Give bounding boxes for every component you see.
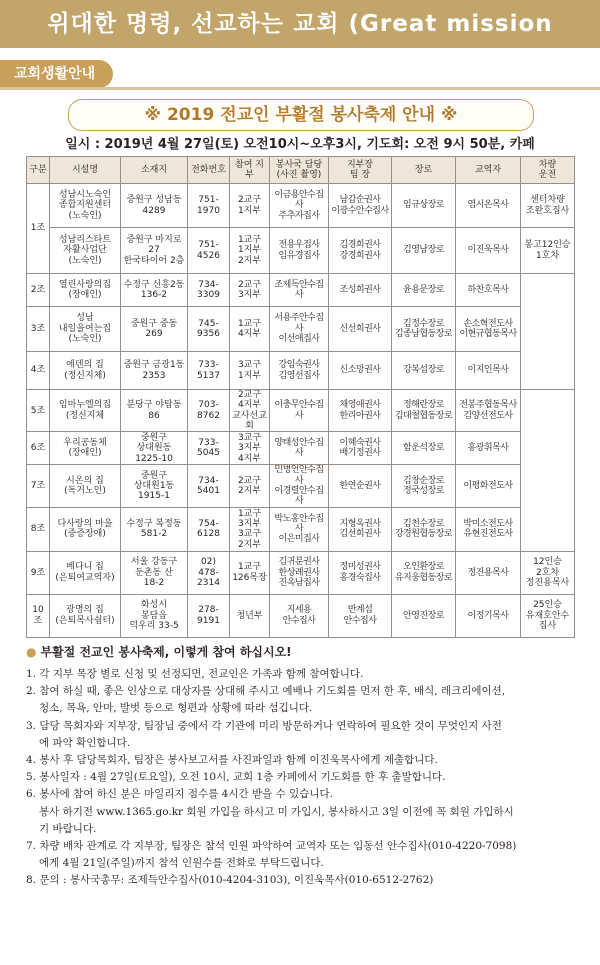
instruction-item: 4. 봉사 후 담당목회자, 팀장은 봉사보고서를 사진파일과 함께 이진욱목사에게 제출합니다. bbox=[26, 754, 438, 767]
staff-cell: 민병언안수집사 이경렬안수집사 bbox=[270, 465, 329, 507]
phone-cell: 703-8762 bbox=[188, 390, 230, 432]
group-cell: 2조 bbox=[27, 274, 50, 307]
leader-cell: 한연순권사 bbox=[329, 465, 392, 507]
table-row bbox=[27, 274, 575, 307]
driver-cell: 센터차량 조완호집사 bbox=[521, 184, 575, 228]
column-header: 전화번호 bbox=[188, 157, 230, 184]
staff-cell: 이금용안수집사 주추자집사 bbox=[270, 184, 329, 228]
group-cell: 9조 bbox=[27, 551, 50, 594]
staff-cell: 조제득안수집사 bbox=[270, 274, 329, 307]
table-row bbox=[27, 228, 575, 274]
group-cell: 8조 bbox=[27, 507, 50, 551]
address-cell: 수정구 신흥2동 136-2 bbox=[121, 274, 188, 307]
column-header: 차량 운전 bbox=[521, 157, 575, 184]
leader-cell: 채영애권사 한리아권사 bbox=[329, 390, 392, 432]
elder-cell: 함운석장로 bbox=[392, 432, 456, 465]
facility-cell: 임마누엘의집 (정신지체 bbox=[50, 390, 121, 432]
phone-cell: 734-3309 bbox=[188, 274, 230, 307]
minister-cell: 전봉주협동목사 김양선전도사 bbox=[456, 390, 521, 432]
staff-cell: 양태성안수집사 bbox=[270, 432, 329, 465]
table-row bbox=[27, 432, 575, 465]
branch-cell: 1교구 126목장 bbox=[230, 551, 270, 594]
staff-cell: 서용주안수집사 이선애집사 bbox=[270, 307, 329, 352]
address-cell: 분당구 야탑동 86 bbox=[121, 390, 188, 432]
branch-cell: 2교구 3지부 bbox=[230, 274, 270, 307]
address-cell: 중원구 마지로 27 한국타이어 2층 bbox=[121, 228, 188, 274]
driver-cell: 25인승 유재호안수 집사 bbox=[521, 594, 575, 637]
driver-cell bbox=[521, 390, 575, 552]
facility-cell: 에덴의 집 (정신지체) bbox=[50, 352, 121, 390]
address-cell: 수정구 복정동 581-2 bbox=[121, 507, 188, 551]
instruction-item: 5. 봉사일자 : 4월 27일(토요일), 오전 10시, 교회 1층 카페에서 기도회를 한 후 출발합니다. bbox=[26, 771, 446, 784]
elder-cell: 김영남장로 bbox=[392, 228, 456, 274]
branch-cell: 2교구 1지부 bbox=[230, 184, 270, 228]
staff-cell: 강임숙권사 김영선집사 bbox=[270, 352, 329, 390]
instruction-item: 6. 봉사에 참여 하신 분은 마일리지 점수를 4시간 받을 수 있습니다. bbox=[26, 788, 333, 801]
table-row bbox=[27, 465, 575, 507]
leader-cell: 김경희권사 강경희권사 bbox=[329, 228, 392, 274]
phone-cell: 278-9191 bbox=[188, 594, 230, 637]
instructions-heading: 부활절 전교인 봉사축제, 이렇게 참여 하십시오! bbox=[40, 645, 292, 659]
staff-cell: 지세용 안수집사 bbox=[270, 594, 329, 637]
address-cell: 화성시 봉담읍 덕우리 33-5 bbox=[121, 594, 188, 637]
branch-cell: 1교구 4지부 bbox=[230, 307, 270, 352]
facility-cell: 시온의 집 (독거노인) bbox=[50, 465, 121, 507]
elder-cell: 김창순장로 정국성장로 bbox=[392, 465, 456, 507]
table-row bbox=[27, 594, 575, 637]
branch-cell: 2교구 4지부 교사선교회 bbox=[230, 390, 270, 432]
facility-cell: 열린사랑의집 (장애인) bbox=[50, 274, 121, 307]
instructions-list bbox=[26, 666, 582, 890]
instruction-item: 에게 4월 21일(주일)까지 참석 인원수를 전화로 부탁드립니다. bbox=[39, 857, 324, 870]
instruction-item: 7. 차량 배차 관계로 각 지부장, 팀장은 참석 인원 파악하여 교역자 또는 임동선 안수집사(010-4220-7098) bbox=[26, 840, 517, 853]
instructions bbox=[26, 644, 582, 890]
leader-cell: 반계섭 안수집사 bbox=[329, 594, 392, 637]
leader-cell: 정미성권사 홍경숙집사 bbox=[329, 551, 392, 594]
group-cell: 4조 bbox=[27, 352, 50, 390]
table-row bbox=[27, 307, 575, 352]
phone-cell: 754-6128 bbox=[188, 507, 230, 551]
group-cell: 10조 bbox=[27, 594, 50, 637]
elder-cell: 김정수장로 김종남협동장로 bbox=[392, 307, 456, 352]
leader-cell: 신소망권사 bbox=[329, 352, 392, 390]
banner-title: 위대한 명령, 선교하는 교회 (Great mission church) bbox=[47, 11, 553, 85]
phone-cell: 751-4526 bbox=[188, 228, 230, 274]
facility-cell: 성남리스타트 자활사업단 (노숙인) bbox=[50, 228, 121, 274]
bullet-icon: ● bbox=[26, 645, 37, 659]
table-row bbox=[27, 551, 575, 594]
leader-cell: 이혜숙권사 배기정권사 bbox=[329, 432, 392, 465]
facility-cell: 성남 내일을여는집 (노숙인) bbox=[50, 307, 121, 352]
elder-cell: 윤용문장로 bbox=[392, 274, 456, 307]
section-tag: 교회생활안내 bbox=[0, 60, 113, 88]
instruction-item: 봉사 하기전 www.1365.go.kr 회원 가입을 하시고 미 가입시, 봉사하시고 3일 이전에 꼭 회원 가입하시 bbox=[39, 805, 514, 818]
volunteer-table bbox=[26, 156, 575, 638]
minister-cell: 이지인목사 bbox=[456, 352, 521, 390]
leader-cell: 남갑순권사 이광수안수집사 bbox=[329, 184, 392, 228]
facility-cell: 다사랑의 마을 (중증장애) bbox=[50, 507, 121, 551]
section-divider bbox=[0, 87, 600, 90]
event-schedule: 일시 : 2019년 4월 27일(토) 오전10시~오후3시, 기도회: 오전 9시 50분, 카페 bbox=[65, 137, 535, 152]
minister-cell: 손소혁전도사 이현규협동목사 bbox=[456, 307, 521, 352]
group-cell: 7조 bbox=[27, 465, 50, 507]
branch-cell: 청년부 bbox=[230, 594, 270, 637]
column-header: 소재지 bbox=[121, 157, 188, 184]
elder-cell: 오인환장로 유지웅협동장로 bbox=[392, 551, 456, 594]
address-cell: 중원구 중동 269 bbox=[121, 307, 188, 352]
branch-cell: 1교구 1지부 2지부 bbox=[230, 228, 270, 274]
instruction-item: 3. 담당 목회자와 지부장, 팀장님 중에서 각 기관에 미리 방문하거나 연락하여 필요한 것이 무엇인지 사전 bbox=[26, 719, 502, 732]
elder-cell: 강복섭장로 bbox=[392, 352, 456, 390]
column-header: 지부장 팀 장 bbox=[329, 157, 392, 184]
table-header-row bbox=[27, 157, 575, 184]
column-header: 봉사국 담당 (사진 촬영) bbox=[270, 157, 329, 184]
phone-cell: 733-5045 bbox=[188, 432, 230, 465]
group-cell: 3조 bbox=[27, 307, 50, 352]
minister-cell: 이정기목사 bbox=[456, 594, 521, 637]
instruction-item: 기 바랍니다. bbox=[39, 822, 97, 835]
column-header: 교역자 bbox=[456, 157, 521, 184]
branch-cell: 3교구 1지부 bbox=[230, 352, 270, 390]
phone-cell: 734-5401 bbox=[188, 465, 230, 507]
event-title: ※ 2019 전교인 부활절 봉사축제 안내 ※ bbox=[68, 99, 534, 131]
minister-cell: 홍광휘목사 bbox=[456, 432, 521, 465]
elder-cell: 정해란장로 김대철협동장로 bbox=[392, 390, 456, 432]
group-cell: 6조 bbox=[27, 432, 50, 465]
table-row bbox=[27, 184, 575, 228]
elder-cell: 임규상장로 bbox=[392, 184, 456, 228]
minister-cell: 정진용목사 bbox=[456, 551, 521, 594]
elder-cell: 안영진장로 bbox=[392, 594, 456, 637]
driver-cell: 12인승 2호차 정진용목사 bbox=[521, 551, 575, 594]
address-cell: 중원구 성남동 4289 bbox=[121, 184, 188, 228]
branch-cell: 1교구 3지부 3교구 2지부 bbox=[230, 507, 270, 551]
column-header: 장로 bbox=[392, 157, 456, 184]
staff-cell: 이충무안수집사 bbox=[270, 390, 329, 432]
facility-cell: 성남시노숙인 종합지원센터 (노숙인) bbox=[50, 184, 121, 228]
branch-cell: 3교구 3지부 4지부 bbox=[230, 432, 270, 465]
facility-cell: 우리공동체 (장애인) bbox=[50, 432, 121, 465]
group-cell: 5조 bbox=[27, 390, 50, 432]
table-row bbox=[27, 352, 575, 390]
phone-cell: 745-9356 bbox=[188, 307, 230, 352]
elder-cell: 김천수장로 강경원협동장로 bbox=[392, 507, 456, 551]
leader-cell: 지형옥권사 김선희권사 bbox=[329, 507, 392, 551]
phone-cell: 02) 478-2314 bbox=[188, 551, 230, 594]
instruction-item: 2. 참여 하실 때, 좋은 인상으로 대상자를 상대해 주시고 예배나 기도회를 먼저 한 후, 배식, 레크리에이션, bbox=[26, 685, 506, 698]
address-cell: 중원구 상대원1동 1915-1 bbox=[121, 465, 188, 507]
instruction-item: 에 파악 확인합니다. bbox=[39, 736, 131, 749]
staff-cell: 김귀분권사 한상례권사 진옥남집사 bbox=[270, 551, 329, 594]
leader-cell: 조성희권사 bbox=[329, 274, 392, 307]
minister-cell: 하찬호목사 bbox=[456, 274, 521, 307]
staff-cell: 박노홍안수집사 이은미집사 bbox=[270, 507, 329, 551]
address-cell: 서울 강동구 둔촌동 산 18-2 bbox=[121, 551, 188, 594]
instruction-item: 1. 각 지부 목장 별로 신청 및 선정되면, 전교인은 가족과 함께 참여합니다. bbox=[26, 668, 364, 680]
leader-cell: 신선희권사 bbox=[329, 307, 392, 352]
driver-cell bbox=[521, 274, 575, 390]
minister-cell: 염시온목사 bbox=[456, 184, 521, 228]
staff-cell: 전용우집사 임유경집사 bbox=[270, 228, 329, 274]
address-cell: 중원구 상대원동 1225-10 bbox=[121, 432, 188, 465]
minister-cell: 이평화전도사 bbox=[456, 465, 521, 507]
facility-cell: 베다니 집 (은퇴여교역자) bbox=[50, 551, 121, 594]
group-cell: 1조 bbox=[27, 184, 50, 274]
driver-cell: 봉고12인승 1호차 bbox=[521, 228, 575, 274]
phone-cell: 733-5137 bbox=[188, 352, 230, 390]
minister-cell: 이진욱목사 bbox=[456, 228, 521, 274]
address-cell: 중원구 금광1동 2353 bbox=[121, 352, 188, 390]
instruction-item: 8. 문의 : 봉사국총무: 조제득안수집사(010-4204-3103), 이진욱목사(010-6512-2762) bbox=[26, 874, 434, 887]
phone-cell: 751-1970 bbox=[188, 184, 230, 228]
column-header: 참여 지부 bbox=[230, 157, 270, 184]
column-header: 시설명 bbox=[50, 157, 121, 184]
facility-cell: 광명의 집 (은퇴목사쉼터) bbox=[50, 594, 121, 637]
table-row bbox=[27, 390, 575, 432]
minister-cell: 박미소전도사 유현진전도사 bbox=[456, 507, 521, 551]
branch-cell: 2교구 2지부 bbox=[230, 465, 270, 507]
column-header: 구분 bbox=[27, 157, 50, 184]
instruction-item: 청소, 목욕, 안마, 발벗 등으로 형편과 상황에 따라 섬깁니다. bbox=[39, 702, 313, 715]
table-row bbox=[27, 507, 575, 551]
